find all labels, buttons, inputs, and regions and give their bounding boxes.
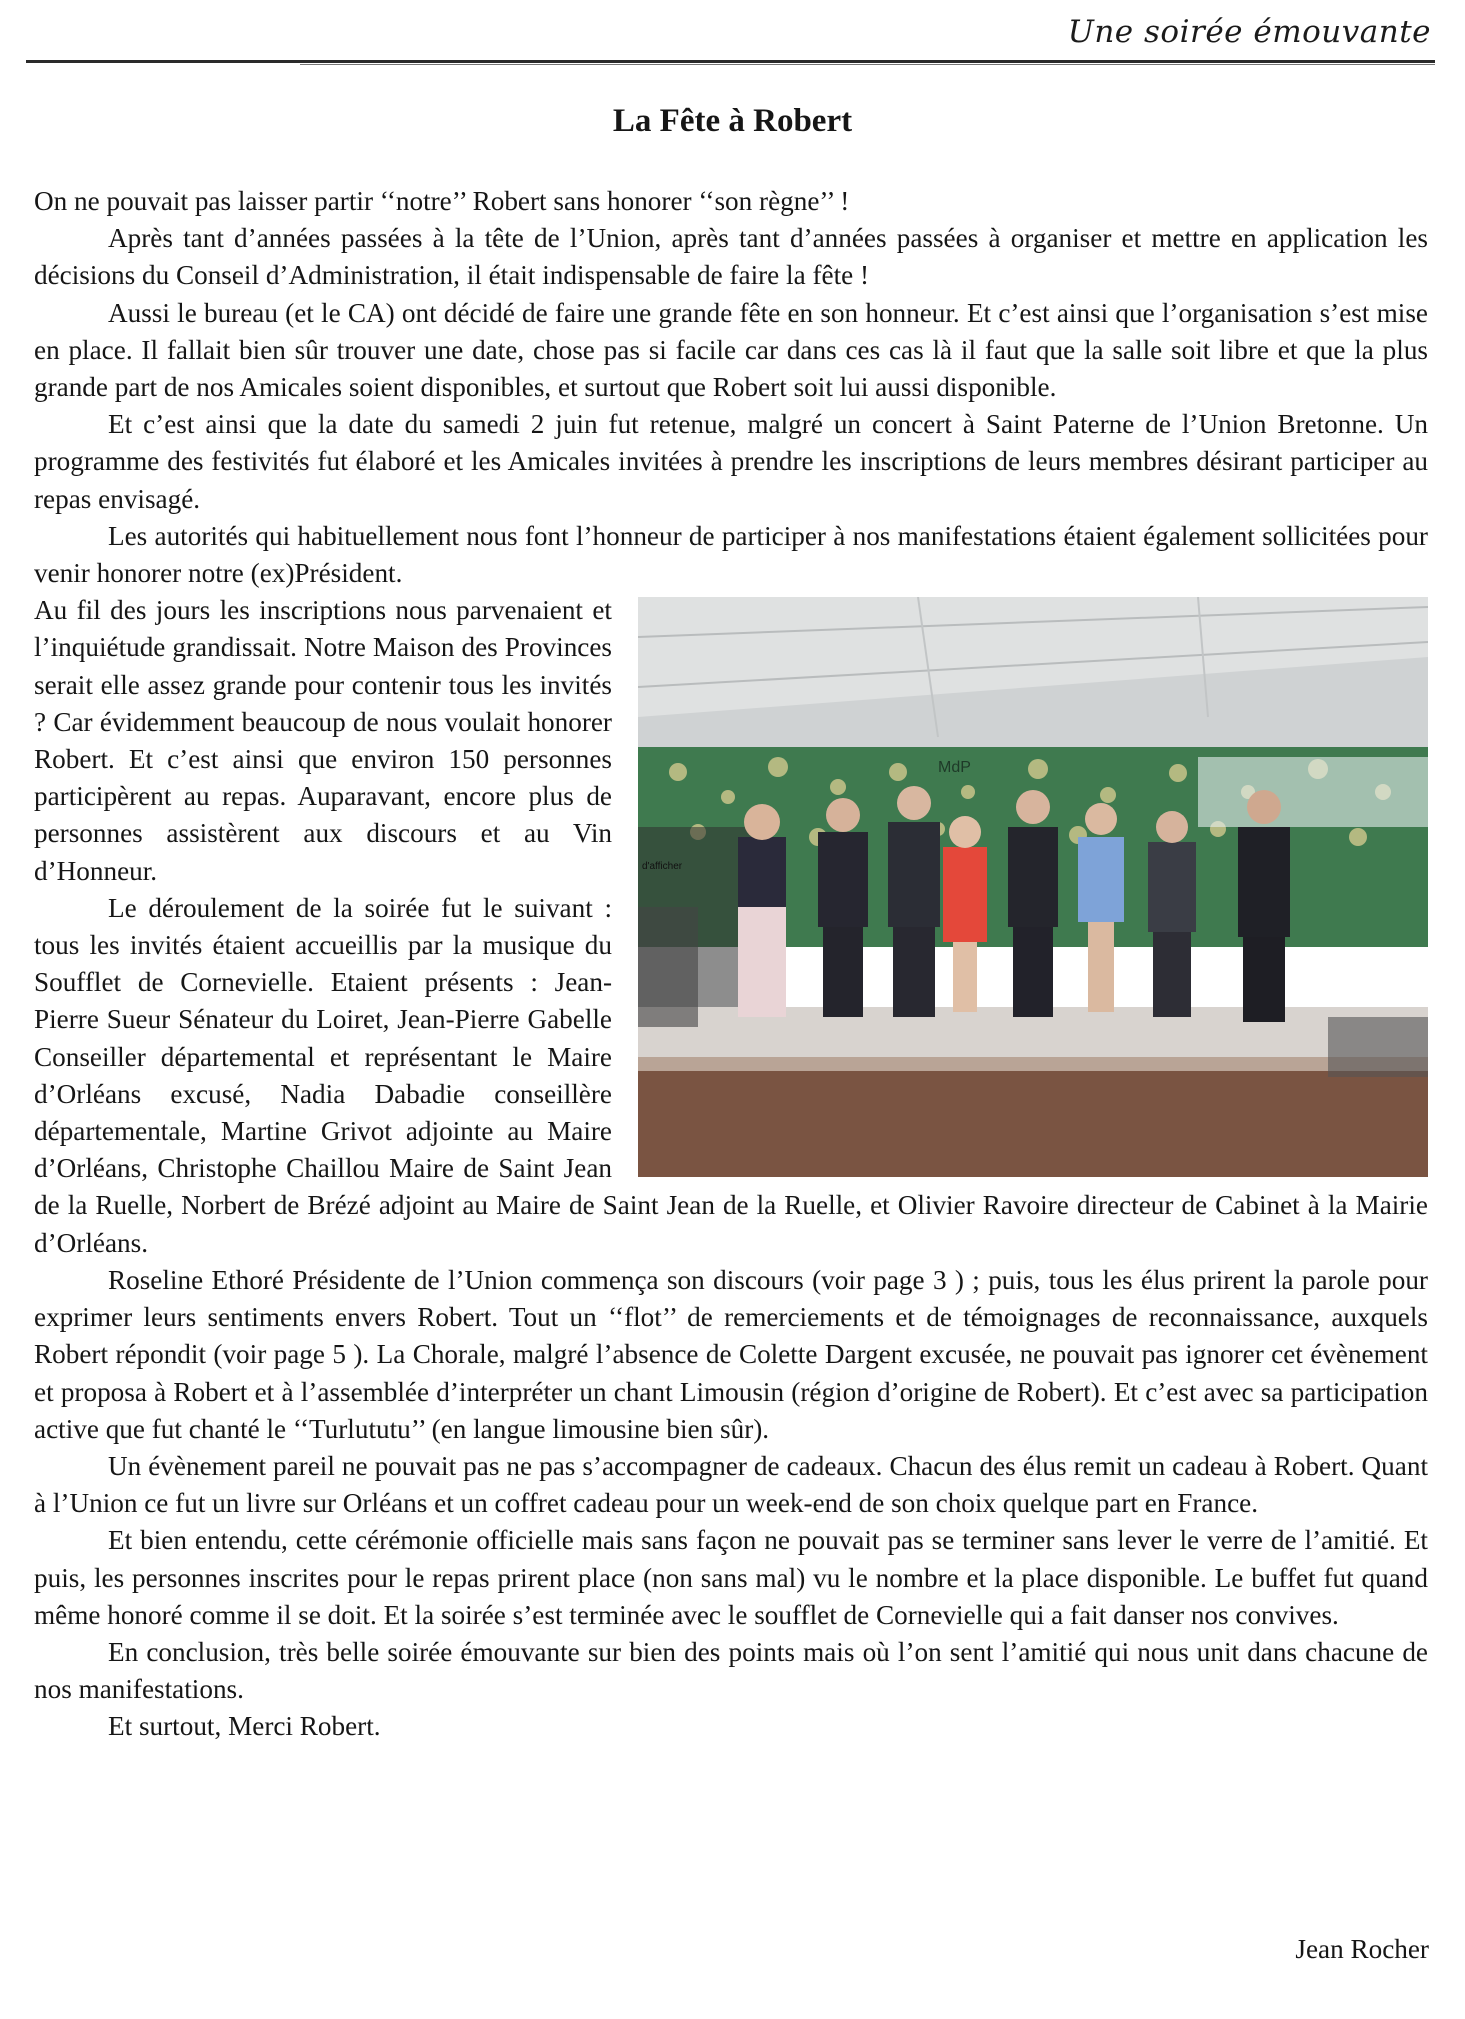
paragraph-12: Et surtout, Merci Robert.	[108, 1711, 381, 1742]
article-title: La Fête à Robert	[612, 103, 853, 139]
paragraph-4: Et c’est ainsi que la date du samedi 2 juin fut retenue, malgré un concert à Saint Paterne de l’Union Bretonne. Un programme des festivités fut élaboré et les Amicales invitées à prendre les inscriptions de leurs membres désirant participer au repas envisagé.	[34, 409, 1428, 514]
paragraph-1: On ne pouvait pas laisser partir ‘‘notre’’ Robert sans honorer ‘‘son règne’’ !	[34, 186, 850, 216]
header-rule-thin	[300, 64, 1435, 65]
section-header-label: Une soirée émouvante	[1067, 14, 1431, 50]
paragraph-3: Aussi le bureau (et le CA) ont décidé de faire une grande fête en son honneur. Et c’est ainsi que l’organisation s’est mise en place. Il fallait bien sûr trouver une date, chose pas si facile car dans ces cas là il faut que la salle soit libre et que la plus grande part de nos Amicales soient disponibles, et surtout que Robert soit lui aussi disponible.	[34, 297, 1428, 403]
paragraph-6: Au fil des jours les inscriptions nous parvenaient et l’inquiétude grandissait. Notre Maison des Provinces serait elle assez grande pour contenir tous les invités ? Car évidemment beaucoup de nous voulait honorer Robert. Et c’est ainsi que environ 150 personnes participèrent au repas. Auparavant, encore plus de personnes assistèrent aux discours et au Vin d’Honneur.	[34, 595, 612, 886]
paragraph-7: Le déroulement de la soirée fut le suivant : tous les invités étaient accueillis par la musique du Soufflet de Cornevielle. Etaient présents : Jean-Pierre Sueur Sénateur du Loiret, Jean-Pierre Gabelle Conseiller départemental et représentant le Maire d’Orléans excusé, Nadia Dabadie conseillère départementale, Martine Grivot adjointe au Maire d’Orléans, Christophe Chaillou Maire de Saint Jean de la Ruelle, Norbert de Brézé adjoint au Maire de Saint Jean de la Ruelle, et Olivier Ravoire directeur de Cabinet à la Mairie d’Orléans.	[34, 892, 1428, 1258]
paragraph-5: Les autorités qui habituellement nous font l’honneur de participer à nos manifestations étaient également sollicitées pour venir honorer notre (ex)Président.	[34, 520, 1428, 589]
event-photo	[638, 597, 1428, 1177]
paragraph-10: Et bien entendu, cette cérémonie officielle mais sans façon ne pouvait pas se terminer sans lever le verre de l’amitié. Et puis, les personnes inscrites pour le repas prirent place (non sans mal) vu le nombre et la place disponible. Le buffet fut quand même honoré comme il se doit. Et la soirée s’est terminée avec le soufflet de Cornevielle qui a fait danser nos convives.	[34, 1525, 1428, 1630]
paragraph-8: Roseline Ethoré Présidente de l’Union commença son discours (voir page 3 ) ; puis, tous les élus prirent la parole pour exprimer leurs sentiments envers Robert. Tout un ‘‘flot’’ de remerciements et de témoignages de reconnaissance, auxquels Robert répondit (voir page 5 ). La Chorale, malgré l’absence de Colette Dargent excusée, ne pouvait pas ignorer cet évènement et proposa à Robert et à l’assemblée d’interpréter un chant Limousin (région d’origine de Robert). Et c’est avec sa participation active que fut chanté le ‘‘Turlututu’’ (en langue limousine bien sûr).	[34, 1264, 1428, 1444]
paragraph-2: Après tant d’années passées à la tête de l’Union, après tant d’années passées à organiser et mettre en application les décisions du Conseil d’Administration, il était indispensable de faire la fête !	[34, 223, 1428, 291]
event-photo-image	[638, 597, 1428, 1177]
header-rule	[26, 60, 1435, 63]
paragraph-9: Un évènement pareil ne pouvait pas ne pas s’accompagner de cadeaux. Chacun des élus remit un cadeau à Robert. Quant à l’Union ce fut un livre sur Orléans et un coffret cadeau pour un week-end de son choix quelque part en France.	[34, 1450, 1428, 1519]
author-signature: Jean Rocher	[1295, 1934, 1429, 1964]
photo-sign-text: d'afficher	[642, 861, 683, 873]
paragraph-11: En conclusion, très belle soirée émouvante sur bien des points mais où l’on sent l’amitié qui nous unit dans chacune de nos manifestations.	[34, 1636, 1428, 1705]
photo-banner-text: MdP	[938, 759, 971, 777]
article-body	[34, 183, 1428, 1746]
